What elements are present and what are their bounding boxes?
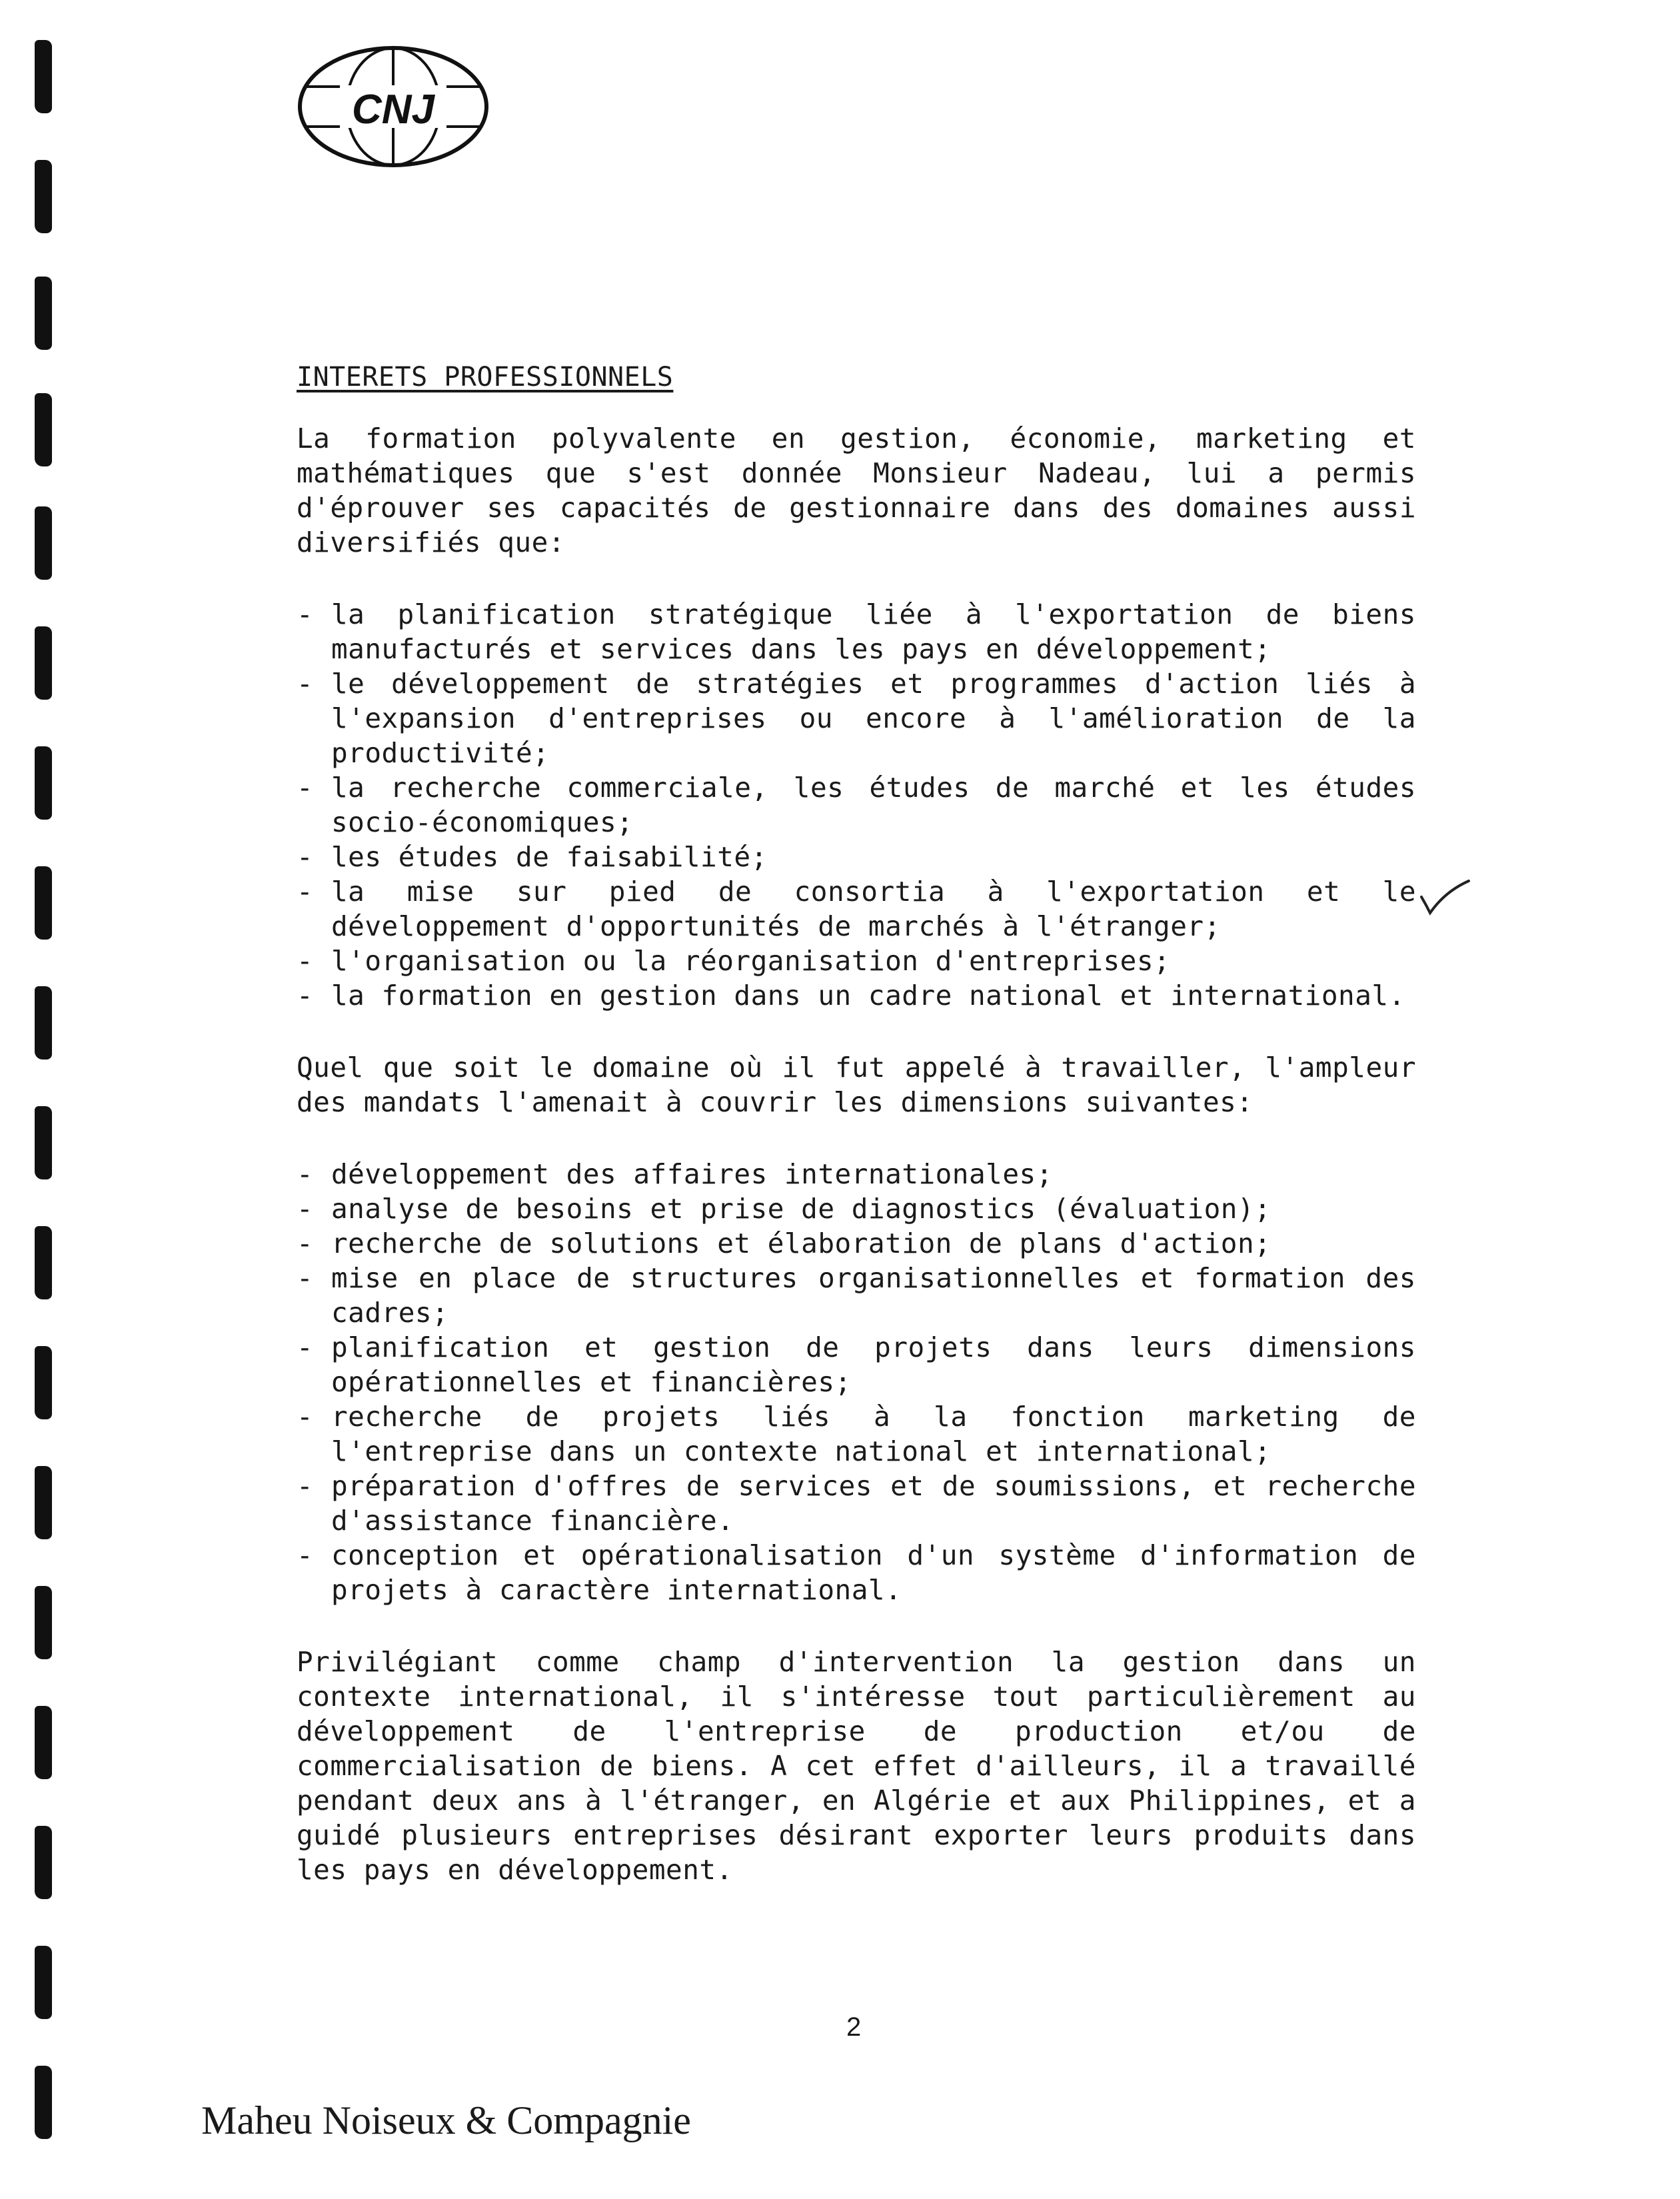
binding-hole xyxy=(35,2066,52,2139)
list-item: - recherche de projets liés à la fonction marketing de l'entreprise dans un contexte national et international; xyxy=(297,1399,1416,1469)
binding-hole xyxy=(35,393,52,466)
list-item: - la recherche commerciale, les études de marché et les études socio-économiques; xyxy=(297,770,1416,840)
binding-hole xyxy=(35,1346,52,1419)
list-item: - préparation d'offres de services et de soumissions, et recherche d'assistance financière. xyxy=(297,1469,1416,1538)
closing-paragraph: Privilégiant comme champ d'intervention la gestion dans un contexte international, il s'intéresse tout particulièrement au développement de l'entreprise de production et/ou de commercialisation de biens. A cet effet d'ailleurs, il a travaillé pendant deux ans à l'étranger, en Algérie et aux Philippines, et a guidé plusieurs entreprises désirant exporter leurs produits dans les pays en développement. xyxy=(297,1646,1416,1886)
binding-hole xyxy=(35,1826,52,1899)
list-item: - la formation en gestion dans un cadre national et international. xyxy=(297,978,1416,1013)
list-item: - recherche de solutions et élaboration de plans d'action; xyxy=(297,1226,1416,1261)
intro-paragraph: La formation polyvalente en gestion, économie, marketing et mathématiques que s'est donnée Monsieur Nadeau, lui a permis d'éprouver ses capacités de gestionnaire dans des domaines aussi diversifiés que: xyxy=(297,422,1416,558)
list-item: - la planification stratégique liée à l'exportation de biens manufacturés et services dans les pays en développement; xyxy=(297,597,1416,666)
handwritten-check-icon xyxy=(1418,878,1471,918)
binding-hole xyxy=(35,1586,52,1659)
page-number: 2 xyxy=(846,2012,862,2042)
binding-hole xyxy=(35,506,52,580)
binding-hole xyxy=(35,866,52,940)
binding-hole xyxy=(35,1706,52,1779)
mandates-paragraph: Quel que soit le domaine où il fut appelé à travailler, l'ampleur des mandats l'amenait à couvrir les dimensions suivantes: xyxy=(297,1052,1416,1118)
binding-hole xyxy=(35,626,52,700)
binding-hole xyxy=(35,1226,52,1299)
binding-hole xyxy=(35,986,52,1060)
domains-list xyxy=(297,597,1416,1013)
cnj-logo xyxy=(293,40,493,173)
logo-text: CNJ xyxy=(351,87,435,133)
list-item: - planification et gestion de projets dans leurs dimensions opérationnelles et financières; xyxy=(297,1330,1416,1399)
binding-hole xyxy=(35,1466,52,1539)
binding-hole xyxy=(35,1946,52,2019)
list-item: - analyse de besoins et prise de diagnostics (évaluation); xyxy=(297,1191,1416,1226)
binding-hole xyxy=(35,746,52,820)
binding-hole xyxy=(35,40,52,113)
binding-hole xyxy=(35,160,52,233)
list-item: - développement des affaires internationales; xyxy=(297,1157,1416,1191)
binding-hole xyxy=(35,277,52,350)
list-item: - conception et opérationalisation d'un système d'information de projets à caractère international. xyxy=(297,1538,1416,1607)
binding-hole xyxy=(35,1106,52,1179)
list-item: - les études de faisabilité; xyxy=(297,840,1416,874)
dimensions-list xyxy=(297,1157,1416,1607)
binding-holes xyxy=(35,40,61,2172)
document-body xyxy=(297,360,1416,1924)
list-item: - la mise sur pied de consortia à l'exportation et le développement d'opportunités de marchés à l'étranger; xyxy=(297,874,1416,944)
footer-company-name: Maheu Noiseux & Compagnie xyxy=(201,2098,691,2142)
list-item: - l'organisation ou la réorganisation d'entreprises; xyxy=(297,944,1416,978)
section-heading: INTERETS PROFESSIONNELS xyxy=(297,362,674,392)
list-item: - mise en place de structures organisationnelles et formation des cadres; xyxy=(297,1261,1416,1330)
list-item: - le développement de stratégies et programmes d'action liés à l'expansion d'entreprises ou encore à l'amélioration de la productivité; xyxy=(297,666,1416,770)
